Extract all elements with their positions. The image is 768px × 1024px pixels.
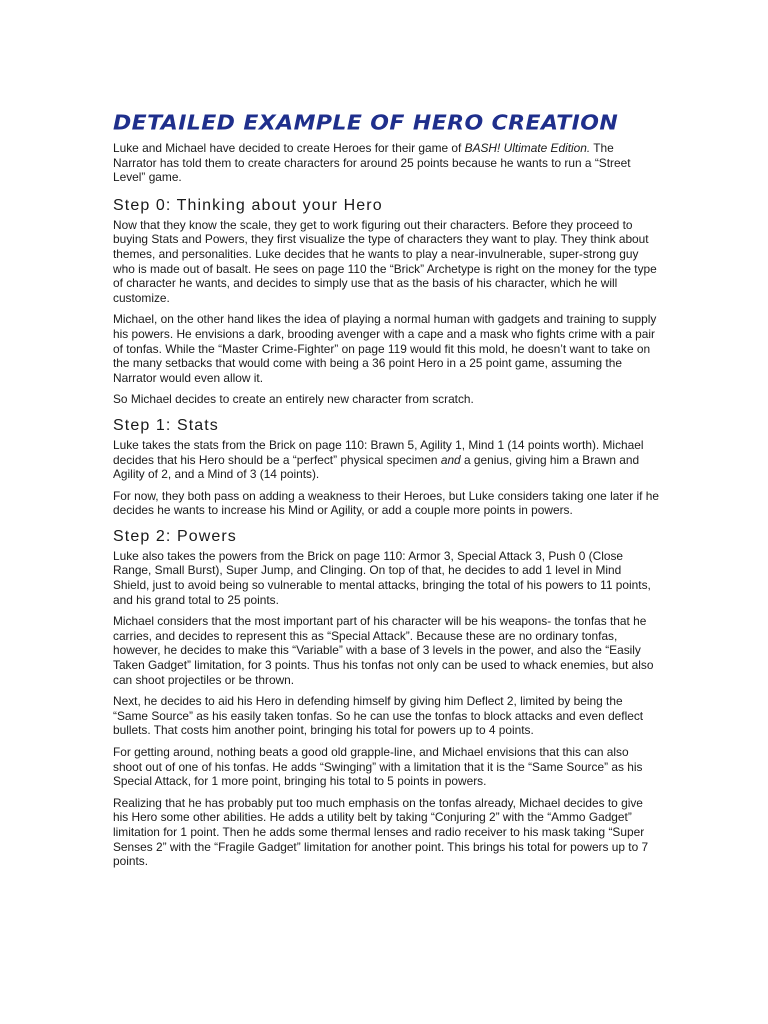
paragraph: So Michael decides to create an entirely new character from scratch. (113, 392, 474, 407)
intro-text-end: The Narrator has told them to create characters for around 25 points because he wants to run a “Street Level” game. (113, 141, 631, 185)
paragraph: Now that they know the scale, they get to work figuring out their characters. Before they proceed to buying Stats and Powers, they first visualize the type of characters they want to play. They think about themes, and personalities. Luke decides that he wants to play a near-invulnerable, super-strong guy who is made out of basalt. He sees on page 110 the “Brick” Archetype is right on the money for the type of character he wants, and decides to simply use that as the basis of his character, which he will customize. (113, 217, 657, 305)
section-heading-step-2: Step 2: Powers (113, 527, 237, 545)
paragraph: Realizing that he has probably put too much emphasis on the tonfas already, Michael decides to give his Hero some other abilities. He adds a utility belt by taking “Conjuring 2” with the “Ammo Gadget” limitation for 1 point. Then he adds some thermal lenses and radio receiver to his mask taking “Super Senses 2” with the “Fragile Gadget” limitation for another point. This brings his total for powers up to 7 points. (113, 795, 649, 869)
emphasis-text: and (440, 452, 461, 467)
game-title: BASH! Ultimate Edition. (464, 141, 591, 155)
paragraph (113, 438, 659, 482)
intro-text-start: Luke and Michael have decided to create Heroes for their game of (113, 141, 465, 155)
section-heading-step-0: Step 0: Thinking about your Hero (113, 196, 383, 214)
section-heading-step-1: Step 1: Stats (113, 416, 219, 434)
paragraph: Luke also takes the powers from the Brick on page 110: Armor 3, Special Attack 3, Push 0 (Close Range, Small Burst), Super Jump, and Clinging. On top of that, he decides to add 1 level in Mind Shield, just to avoid being so vulnerable to mental attacks, bringing the total of his powers to 11 points, and his grand total to 25 points. (113, 548, 651, 607)
paragraph-text: a genius, giving him a Brawn and Agility of 2, and a Mind of 3 (14 points). (113, 452, 640, 482)
paragraph: Michael considers that the most important part of his character will be his weapons- the tonfas that he carries, and decides to represent this as “Special Attack”. Because these are no ordinary tonfas, however, he decides to make this “Variable” with a base of 3 levels in the power, and also the “Easily Taken Gadget” limitation, for 3 points. Thus his tonfas not only can be used to whack enemies, but also can shoot projectiles or be thrown. (113, 614, 654, 687)
paragraph: Michael, on the other hand likes the idea of playing a normal human with gadgets and training to supply his powers. He envisions a dark, brooding avenger with a cape and a mask who fights crime with a pair of tonfas. While the “Master Crime-Fighter” on page 119 would fit this mold, he doesn’t want to take on the many setbacks that would come with being a 36 point Hero in a 25 point game, assuming the Narrator would even allow it. (113, 312, 657, 385)
document-page (113, 110, 659, 876)
intro-paragraph (113, 141, 659, 185)
paragraph: Next, he decides to aid his Hero in defending himself by giving him Deflect 2, limited by being the “Same Source” as his easily taken tonfas. So he can use the tonfas to block attacks and even deflect bullets. That costs him another point, bringing his total for powers up to 4 points. (113, 694, 644, 738)
page-title: DETAILED EXAMPLE OF HERO CREATION (113, 112, 619, 136)
paragraph: For getting around, nothing beats a good old grapple-line, and Michael envisions that this can also shoot out of one of his tonfas. He adds “Swinging” with a limitation that it is the “Same Source” as his Special Attack, for 1 more point, bringing his total to 5 points in powers. (113, 745, 643, 789)
paragraph-text: Luke takes the stats from the Brick on page 110: Brawn 5, Agility 1, Mind 1 (14 points worth). Michael decides that his Hero should be a “perfect” physical specimen (113, 437, 644, 467)
paragraph: For now, they both pass on adding a weakness to their Heroes, but Luke considers taking one later if he decides he wants to increase his Mind or Agility, or add a couple more points in powers. (113, 488, 659, 518)
